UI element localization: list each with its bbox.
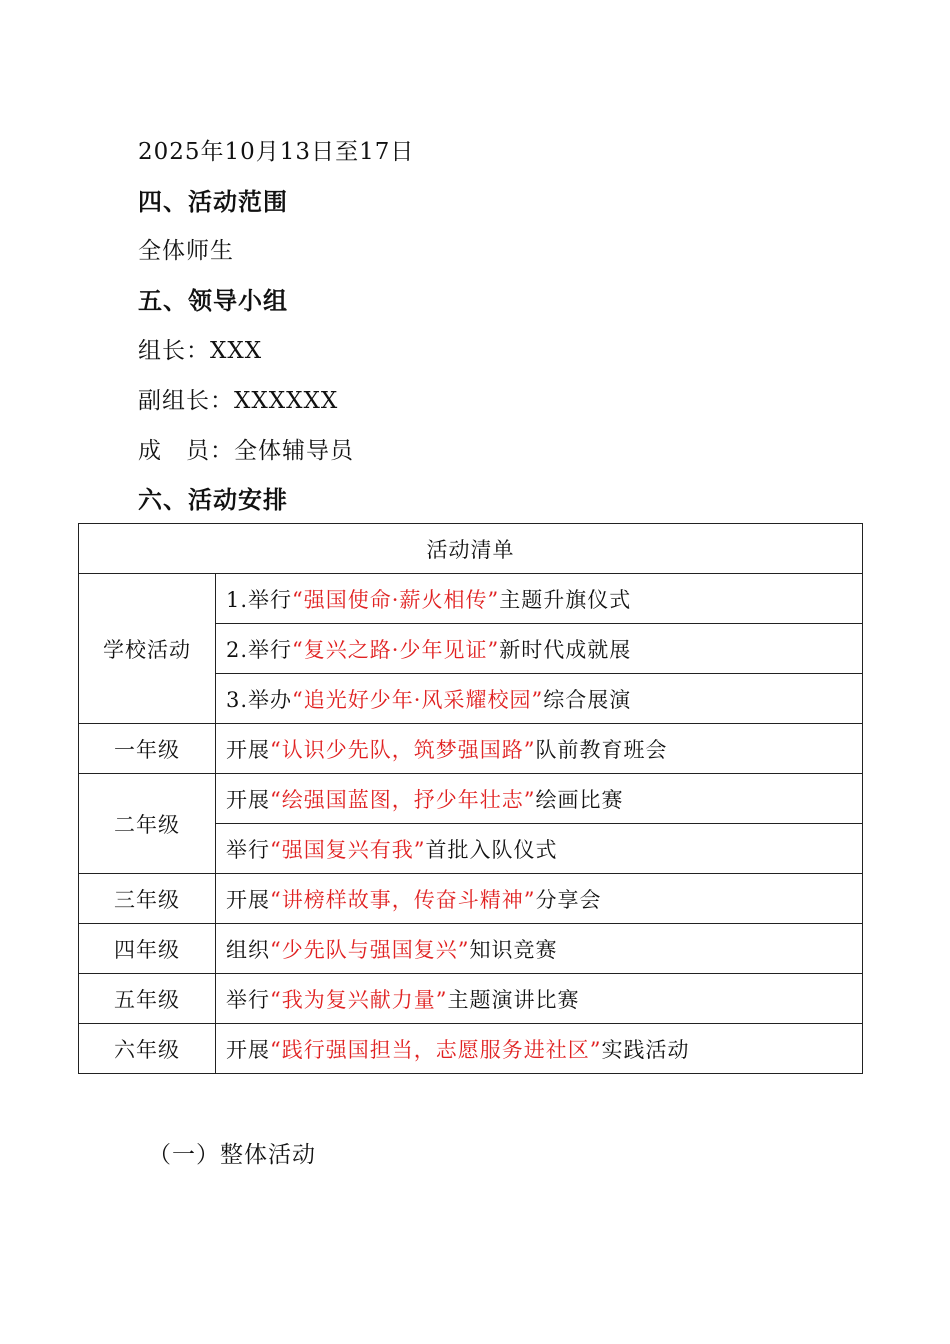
activity-theme: “践行强国担当，志愿服务进社区” (270, 1037, 602, 1062)
activity-suffix: 绘画比赛 (535, 787, 624, 812)
category-cell: 学校活动 (79, 574, 216, 724)
activity-cell (216, 724, 863, 774)
members-text: 成 员：全体辅导员 (138, 438, 354, 464)
date-range-text: 2025年10月13日至17日 (138, 139, 415, 165)
table-row (79, 574, 863, 624)
section5-heading: 五、领导小组 (138, 287, 288, 315)
activity-prefix: 1.举行 (226, 587, 293, 612)
activity-suffix: 分享会 (535, 887, 602, 912)
activity-suffix: 知识竞赛 (469, 937, 558, 962)
activity-scope-text: 全体师生 (138, 238, 234, 264)
activity-prefix: 举行 (226, 837, 270, 862)
activity-theme: “强国复兴有我” (270, 837, 426, 862)
activity-cell (216, 874, 863, 924)
table-title: 活动清单 (79, 524, 863, 574)
table-row (79, 724, 863, 774)
table-row (79, 874, 863, 924)
category-cell: 六年级 (79, 1024, 216, 1074)
activity-prefix: 开展 (226, 787, 270, 812)
activity-suffix: 综合展演 (543, 687, 632, 712)
category-cell: 二年级 (79, 774, 216, 874)
category-cell: 四年级 (79, 924, 216, 974)
table-row (79, 1024, 863, 1074)
activity-prefix: 举行 (226, 987, 270, 1012)
activity-cell (216, 574, 863, 624)
activity-cell (216, 674, 863, 724)
activity-prefix: 开展 (226, 1037, 270, 1062)
category-cell: 三年级 (79, 874, 216, 924)
activity-cell (216, 974, 863, 1024)
activity-prefix: 开展 (226, 737, 270, 762)
activity-suffix: 实践活动 (601, 1037, 690, 1062)
table-row (79, 924, 863, 974)
activity-cell (216, 1024, 863, 1074)
section6-heading: 六、活动安排 (138, 486, 288, 514)
table-row (79, 974, 863, 1024)
activity-theme: “绘强国蓝图，抒少年壮志” (270, 787, 536, 812)
activity-theme: “认识少先队，筑梦强国路” (270, 737, 536, 762)
category-cell: 五年级 (79, 974, 216, 1024)
activity-theme: “强国使命·薪火相传” (292, 587, 500, 612)
activity-cell (216, 824, 863, 874)
activity-suffix: 队前教育班会 (535, 737, 668, 762)
activity-prefix: 组织 (226, 937, 270, 962)
subsection-heading: （一）整体活动 (148, 1142, 316, 1168)
activity-suffix: 新时代成就展 (499, 637, 632, 662)
section4-heading: 四、活动范围 (138, 188, 288, 216)
activity-theme: “追光好少年·风采耀校园” (292, 687, 544, 712)
category-cell: 一年级 (79, 724, 216, 774)
activity-prefix: 3.举办 (226, 687, 293, 712)
activity-suffix: 主题升旗仪式 (499, 587, 632, 612)
deputy-leader-text: 副组长：XXXXXX (138, 388, 339, 414)
table-row (79, 774, 863, 824)
activity-cell (216, 774, 863, 824)
activity-theme: “讲榜样故事，传奋斗精神” (270, 887, 536, 912)
activity-prefix: 开展 (226, 887, 270, 912)
activity-prefix: 2.举行 (226, 637, 293, 662)
activity-cell (216, 624, 863, 674)
activity-table (78, 523, 863, 1074)
activity-cell (216, 924, 863, 974)
activity-suffix: 主题演讲比赛 (447, 987, 580, 1012)
table-header-row (79, 524, 863, 574)
activity-theme: “少先队与强国复兴” (270, 937, 470, 962)
activity-suffix: 首批入队仪式 (425, 837, 558, 862)
leader-text: 组长：XXX (138, 338, 263, 364)
activity-theme: “复兴之路·少年见证” (292, 637, 500, 662)
activity-theme: “我为复兴献力量” (270, 987, 448, 1012)
